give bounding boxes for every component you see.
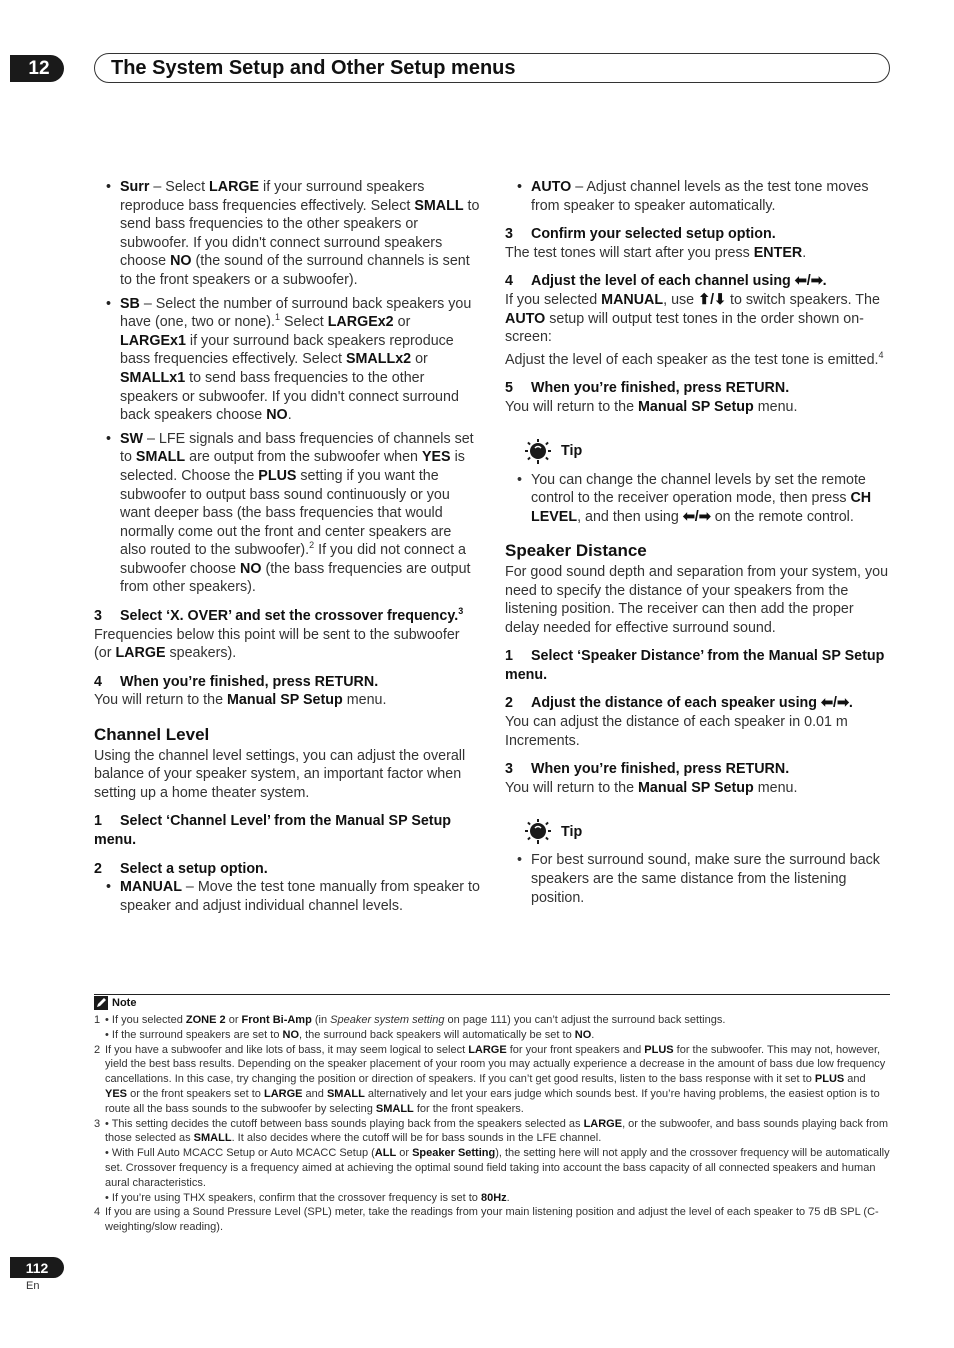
footnote-1b: • If the surround speakers are set to NO, the surround back speakers will automatically be set to NO.	[105, 1028, 595, 1041]
chapter-number: 12	[28, 57, 50, 79]
footnote-1: 1 • If you selected ZONE 2 or Front Bi-Amp (in Speaker system setting on page 111) you can’t adjust the surround back settings.	[94, 1014, 726, 1026]
setup-option-list	[94, 878, 480, 915]
channel-step-5: 5 When you’re finished, press RETURN.	[505, 380, 790, 397]
lightbulb-icon	[525, 819, 551, 845]
chapter-title: The System Setup and Other Setup menus	[111, 57, 516, 79]
chapter-number-badge	[10, 55, 64, 82]
channel-step-4: 4 Adjust the level of each channel using ⬅/➡.	[505, 273, 827, 290]
footnote-4: 4 If you are using a Sound Pressure Level (SPL) meter, take the readings from your main listening position and adjust the level of each speaker to 75 dB SPL (C-weighting/slow reading).	[94, 1206, 879, 1234]
channel-step-3: 3 Confirm your selected setup option.	[505, 226, 776, 243]
speaker-options-list	[94, 178, 480, 597]
speaker-distance-intro: For good sound depth and separation from your system, you need to specify the distance of your speakers from the listening position. The receiver can then add the proper delay needed for effective surround sound.	[505, 563, 889, 636]
distance-step-1: 1 Select ‘Speaker Distance’ from the Manual SP Setup menu.	[505, 648, 885, 683]
channel-level-heading: Channel Level	[94, 725, 210, 745]
lightbulb-icon	[525, 439, 551, 465]
footnote-2: 2 If you have a subwoofer and like lots of bass, it may seem logical to select LARGE for your front speakers and PLUS for the subwoofer. This may not, however, yield the best bass results. Depending on the speaker placement of your room you may actually experience a decrease in the amount of bass due low frequency cancellations. In this case, try changing the position or direction of speakers. If you can’t get good results, listen to the bass response with it set to PLUS and YES or the front speakers set to LARGE and SMALL alternatively and let your ears judge which sounds best. If you’re having problems, the easiest option is to route all the bass sounds to the subwoofer by selecting SMALL for the front speakers.	[94, 1043, 886, 1115]
tip-1-list	[505, 471, 891, 527]
channel-step-5-text: You will return to the Manual SP Setup menu.	[505, 398, 798, 415]
distance-step-2: 2 Adjust the distance of each speaker using ⬅/➡.	[505, 695, 853, 712]
note-label: Note	[112, 997, 137, 1009]
language-code: En	[26, 1280, 40, 1292]
speaker-distance-heading: Speaker Distance	[505, 541, 647, 561]
step-4-text: You will return to the Manual SP Setup menu.	[94, 692, 387, 709]
distance-step-2-text: You can adjust the distance of each speaker in 0.01 m Increments.	[505, 714, 848, 749]
page-number-badge	[10, 1257, 64, 1278]
page-number: 112	[25, 1259, 49, 1276]
list-item-auto: • AUTO – Adjust channel levels as the test tone moves from speaker to speaker automatically.	[505, 178, 891, 215]
list-item-surr: • Surr – Select LARGE if your surround speakers reproduce bass frequencies effectively. Select SMALL to send bass frequencies to the other speakers or subwoofer. If you didn't connect surround speakers choose NO (the sound of the surround channels is sent to the front speakers or a subwoofer).	[94, 178, 480, 290]
distance-step-3: 3 When you’re finished, press RETURN.	[505, 761, 790, 778]
tip-1-item: • You can change the channel levels by set the remote control to the receiver operation mode, then press CH LEVEL, and then using ⬅/➡ on the remote control.	[505, 471, 891, 527]
step-4-return: 4 When you’re finished, press RETURN.	[94, 673, 379, 690]
channel-level-intro: Using the channel level settings, you can adjust the overall balance of your speaker system, an important factor when setting up a home theater system.	[94, 747, 466, 801]
tip-2-label: Tip	[561, 824, 583, 841]
footnote-3: 3 • This setting decides the cutoff between bass sounds playing back from the speakers selected as LARGE, or the subwoofer, and bass sounds playing back from those selected as SMALL. It also decides where the cutoff will be for bass sounds in the LFE channel.	[94, 1117, 889, 1145]
setup-option-list-cont	[505, 178, 891, 215]
tip-2-item: • For best surround sound, make sure the surround back speakers are the same distance from the listening position.	[505, 851, 891, 907]
right-column	[505, 178, 891, 907]
channel-step-2: 2 Select a setup option.	[94, 860, 268, 877]
tip-2-list	[505, 851, 891, 907]
step-3-text: Frequencies below this point will be sent to the subwoofer (or LARGE speakers).	[94, 626, 460, 662]
tip-1-header	[525, 439, 891, 465]
step-3-crossover: 3 Select ‘X. OVER’ and set the crossover frequency.$^3$	[94, 606, 464, 625]
left-column	[94, 178, 480, 920]
pencil-note-icon	[94, 996, 108, 1010]
channel-step-3-text: The test tones will start after you press ENTER.	[505, 244, 807, 261]
tip-1-label: Tip	[561, 443, 583, 460]
note-header	[94, 996, 136, 1010]
channel-step-1: 1 Select ‘Channel Level’ from the Manual SP Setup menu.	[94, 813, 452, 848]
footnote-3c: • If you’re using THX speakers, confirm that the crossover frequency is set to 80Hz.	[105, 1191, 510, 1204]
footnotes	[94, 1013, 890, 1235]
list-item-sb: • SB – Select the number of surround back speakers you have (one, two or none).$^1$ Select LARGEx2 or LARGEx1 if your surround back speakers reproduce bass frequencies effectively. Select SMALLx2 or SMALLx1 to send bass frequencies to the other speakers or subwoofer. If you didn't connect surround back speakers choose NO.	[94, 295, 480, 425]
tip-2-header	[525, 819, 891, 845]
footnote-3b: • With Full Auto MCACC Setup or Auto MCACC Setup (ALL or Speaker Setting), the setting here will not apply and the crossover frequency will be automatically set. Crossover frequency is a frequency aimed at achieving the optimal sound field taking into account the bass capacity of all connected speakers and human aural characteristics.	[105, 1147, 890, 1189]
distance-step-3-text: You will return to the Manual SP Setup menu.	[505, 779, 798, 796]
channel-step-4-text: If you selected MANUAL, use ⬆/⬇ to switch speakers. The AUTO setup will output test tones in the order shown on-screen:	[505, 291, 880, 346]
chapter-title-box	[94, 53, 890, 83]
note-divider	[94, 994, 890, 995]
list-item-sw: • SW – LFE signals and bass frequencies of channels set to SMALL are output from the subwoofer when YES is selected. Choose the PLUS setting if you want the subwoofer to output bass sound continuously or you want deeper bass (the bass frequencies that would normally come out the front and center speakers are also routed to the subwoofer).$^2$ If you did not connect a subwoofer choose NO (the bass frequencies are output from other speakers).	[94, 430, 480, 597]
channel-step-4-text-2: Adjust the level of each speaker as the test tone is emitted.$^4$	[505, 349, 884, 368]
list-item-manual: • MANUAL – Move the test tone manually from speaker to speaker and adjust individual channel levels.	[94, 878, 480, 915]
